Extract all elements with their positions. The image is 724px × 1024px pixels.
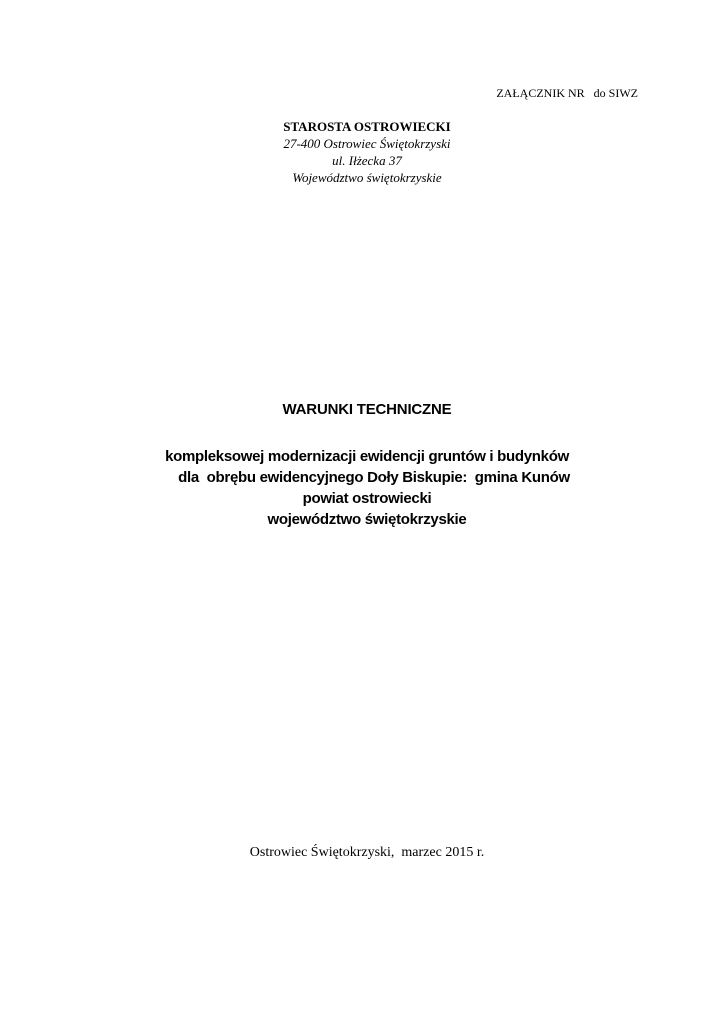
subject-line: kompleksowej modernizacji ewidencji gruntów i budynków — [165, 448, 569, 465]
subject-line: dla obrębu ewidencyjnego Doły Biskupie: gmina Kunów — [178, 469, 570, 486]
document-title: WARUNKI TECHNICZNE — [282, 401, 452, 418]
subject-line: powiat ostrowiecki — [302, 490, 432, 507]
issuer-voivodeship: Województwo świętokrzyskie — [292, 170, 442, 185]
issuer-street: ul. Iłżecka 37 — [332, 153, 402, 168]
issuer-postal-city: 27-400 Ostrowiec Świętokrzyski — [283, 136, 451, 151]
attachment-label: ZAŁĄCZNIK NR do SIWZ — [496, 86, 638, 100]
issuer-block — [0, 118, 724, 186]
subject-line: województwo świętokrzyskie — [267, 511, 467, 528]
document-subject — [0, 446, 724, 530]
issuer-name: STAROSTA OSTROWIECKI — [283, 119, 451, 134]
place-date: Ostrowiec Świętokrzyski, marzec 2015 r. — [249, 845, 485, 860]
